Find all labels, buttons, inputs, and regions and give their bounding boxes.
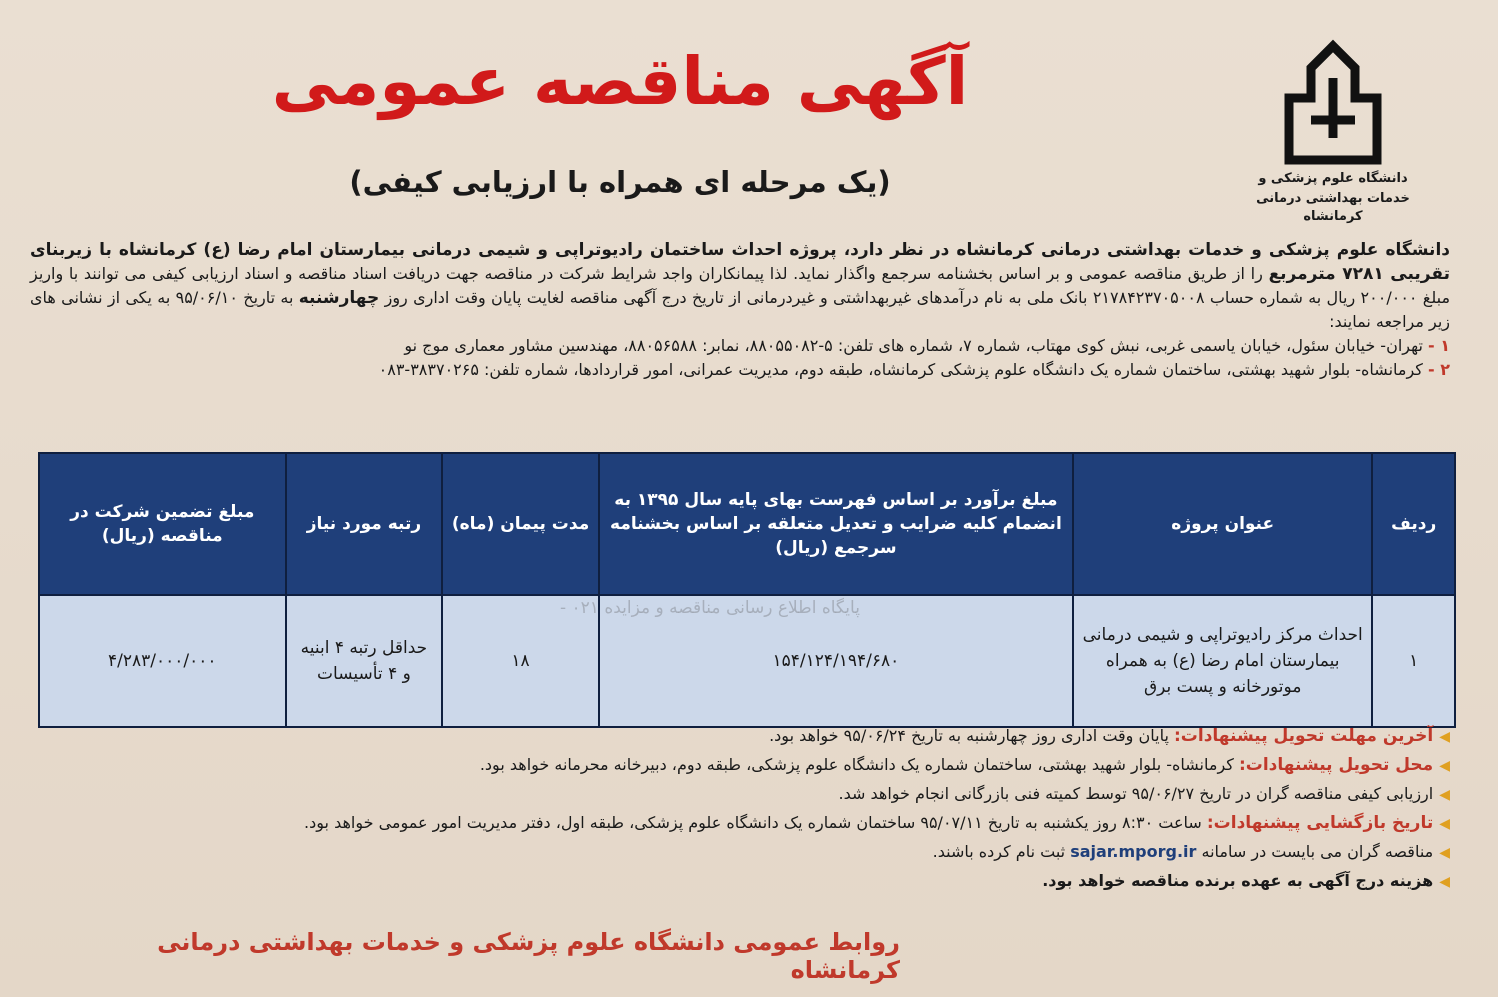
header-duration: مدت پیمان (ماه) <box>442 453 599 595</box>
footer-public-relations: روابط عمومی دانشگاه علوم پزشکی و خدمات بهداشتی درمانی کرمانشاه <box>157 928 900 984</box>
university-name-line2: خدمات بهداشتی درمانی کرمانشاه <box>1256 191 1410 224</box>
website-link[interactable]: sajar.mporg.ir <box>1070 842 1197 861</box>
note-text: ثبت نام کرده باشند. <box>932 842 1071 861</box>
intro-paragraph <box>30 238 1450 382</box>
intro-body: را از طریق مناقصه عمومی و بر اساس بخشنامه سرجمع واگذار نماید. لذا پیمانکاران واجد شرایط شرکت در مناقصه جهت دریافت اسناد مناقصه و اسناد ارزیابی کیفی می توانند با واریز مبلغ ۲۰۰/۰۰۰ ریال به شماره حساب ۲۱۷۸۴۲۳۷۰۵۰۰۸ بانک ملی به نام درآمدهای غیربهداشتی و غیردرمانی از تاریخ درج آگهی مناقصه لغایت پایان وقت اداری روز <box>30 264 1451 307</box>
header-estimate: مبلغ برآورد بر اساس فهرست بهای پایه سال ۱۳۹۵ به انضمام کلیه ضرایب و تعدیل متعلقه بر اساس بخشنامه سرجمع (ریال) <box>599 453 1073 595</box>
note-text: هزینه درج آگهی به عهده برنده مناقصه خواهد بود. <box>1042 871 1434 890</box>
intro-project: پروژه احداث ساختمان رادیوتراپی و شیمی درمانی بیمارستان امام رضا (ع) کرمانشاه با زیربنای تقریبی ۷۲۸۱ مترمربع <box>30 240 1450 284</box>
address-text: کرمانشاه- بلوار شهید بهشتی، ساختمان شماره یک دانشگاه علوم پزشکی کرمانشاه، طبقه دوم، مدیریت عمرانی، امور قراردادها، شماره تلفن: ۳۸۳۷۰۲۶۵-۰۸۳ <box>378 360 1423 379</box>
header-guarantee: مبلغ تضمین شرکت در مناقصه (ریال) <box>39 453 286 595</box>
note-text: ساعت ۸:۳۰ روز یکشنبه به تاریخ ۹۵/۰۷/۱۱ ساختمان شماره یک دانشگاه علوم پزشکی، طبقه اول، دفتر مدیریت امور عمومی خواهد بود. <box>304 813 1207 832</box>
page-subtitle: (یک مرحله ای همراه با ارزیابی کیفی) <box>349 165 891 199</box>
watermark-text: پایگاه اطلاع رسانی مناقصه و مزایده ۰۲۱ - <box>560 598 860 618</box>
address-1 <box>30 334 1450 358</box>
cell-radif: ۱ <box>1372 595 1455 727</box>
note-text: پایان وقت اداری روز چهارشنبه به تاریخ ۹۵/۰۶/۲۴ خواهد بود. <box>769 726 1174 745</box>
cell-guarantee: ۴/۲۸۳/۰۰۰/۰۰۰ <box>39 595 286 727</box>
note-text: ارزیابی کیفی مناقصه گران در تاریخ ۹۵/۰۶/۲۷ توسط کمیته فنی بازرگانی انجام خواهد شد. <box>838 784 1434 803</box>
address-number: ۱ - <box>1428 336 1450 355</box>
university-name-line1: دانشگاه علوم پزشکی و <box>1258 171 1408 186</box>
university-emblem-icon <box>1273 38 1393 168</box>
cell-rank: حداقل رتبه ۴ ابنیه و ۴ تأسیسات <box>286 595 443 727</box>
cell-project-title: احداث مرکز رادیوتراپی و شیمی درمانی بیمارستان امام رضا (ع) به همراه موتورخانه و پست برق <box>1073 595 1372 727</box>
header-rank: رتبه مورد نیاز <box>286 453 443 595</box>
note-label: محل تحویل پیشنهادات: <box>1238 755 1434 775</box>
intro-body-end: به تاریخ ۹۵/۰۶/۱۰ به یکی از نشانی های زیر مراجعه نمایند: <box>30 288 1450 331</box>
table-header-row <box>39 453 1455 595</box>
bullet-arrow-icon: ◀ <box>1439 758 1450 774</box>
bullet-arrow-icon: ◀ <box>1439 816 1450 832</box>
bullet-arrow-icon: ◀ <box>1439 845 1450 861</box>
tender-table <box>38 452 1456 728</box>
note-text: مناقصه گران می بایست در سامانه <box>1196 842 1434 861</box>
address-number: ۲ - <box>1428 360 1450 379</box>
note-delivery-place <box>30 751 1450 780</box>
bullet-arrow-icon: ◀ <box>1439 787 1450 803</box>
intro-organization: دانشگاه علوم پزشکی و خدمات بهداشتی درمانی کرمانشاه در نظر دارد، <box>836 240 1450 260</box>
address-text: تهران- خیابان سئول، خیابان یاسمی غربی، نبش کوی مهتاب، شماره ۷، شماره های تلفن: ۵-۸۸۰۵۵۰۸۲، نمابر: ۸۸۰۵۶۵۸۸، مهندسین مشاور معماری موج نو <box>404 336 1423 355</box>
note-label: تاریخ بازگشایی پیشنهادات: <box>1206 813 1434 833</box>
cell-duration: ۱۸ <box>442 595 599 727</box>
cell-estimate: ۱۵۴/۱۲۴/۱۹۴/۶۸۰ <box>599 595 1073 727</box>
note-text: کرمانشاه- بلوار شهید بهشتی، ساختمان شماره یک دانشگاه علوم پزشکی، طبقه دوم، دبیرخانه محرمانه خواهد بود. <box>479 755 1239 774</box>
bullet-arrow-icon: ◀ <box>1439 729 1450 745</box>
bullet-arrow-icon: ◀ <box>1439 874 1450 890</box>
university-logo <box>1238 38 1428 226</box>
header-radif: ردیف <box>1372 453 1455 595</box>
notes-list <box>30 722 1450 896</box>
note-label: آخرین مهلت تحویل پیشنهادات: <box>1173 726 1434 746</box>
note-opening <box>30 809 1450 838</box>
address-2 <box>30 358 1450 382</box>
note-website <box>30 838 1450 867</box>
header-project-title: عنوان پروژه <box>1073 453 1372 595</box>
page-title: آگهی مناقصه عمومی <box>271 43 969 120</box>
note-deadline <box>30 722 1450 751</box>
intro-weekday: چهارشنبه <box>298 288 380 308</box>
note-cost <box>30 867 1450 896</box>
note-evaluation <box>30 780 1450 809</box>
